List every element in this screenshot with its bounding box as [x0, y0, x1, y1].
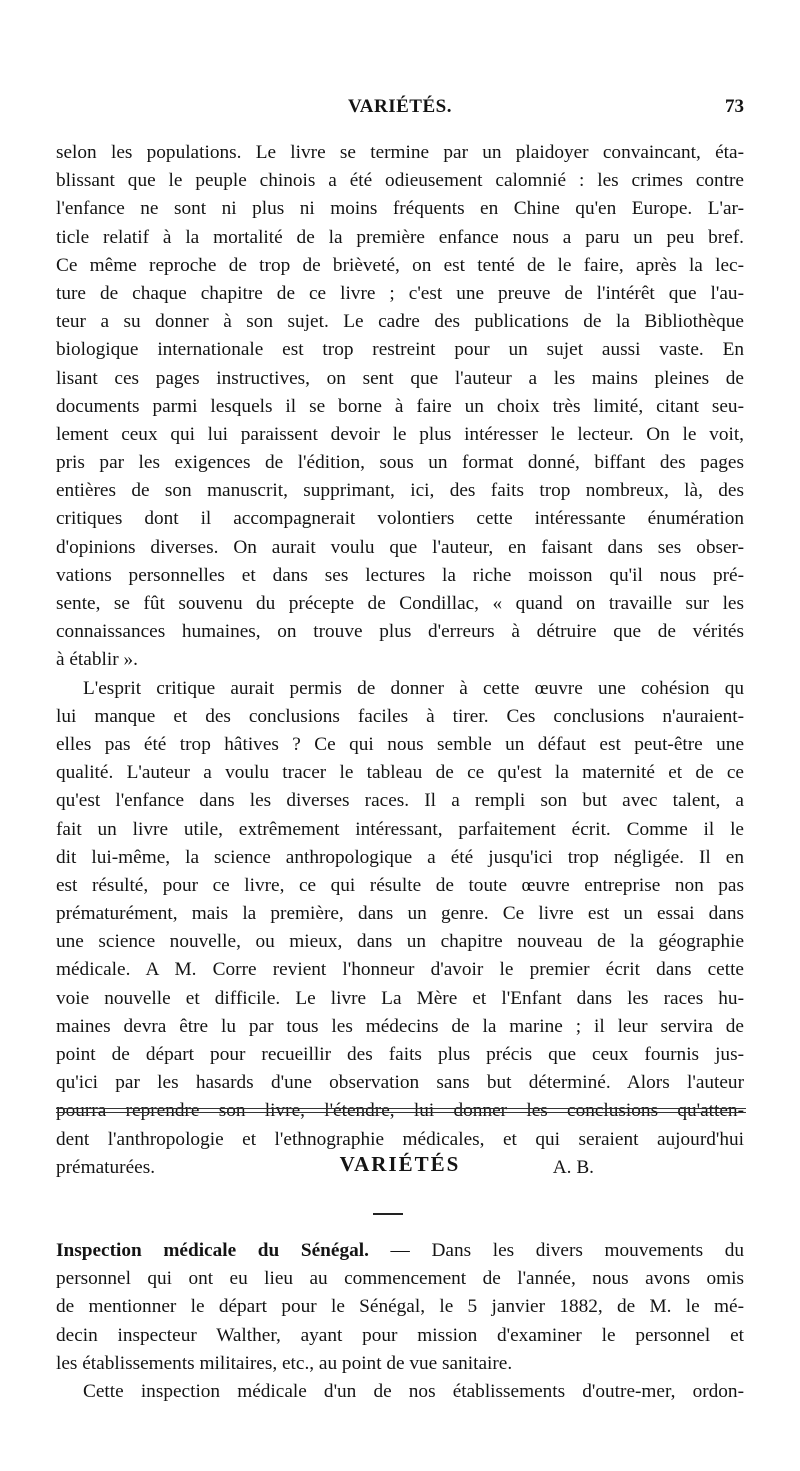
article-first-line — [56, 1237, 744, 1265]
text-line: d'opinions diverses. On aurait voulu que l'auteur, en faisant dans ses obser- — [56, 536, 744, 558]
text-line: à établir ». — [56, 649, 138, 671]
text-line: lisant ces pages instructives, on sent que l'auteur a les mains pleines de — [56, 367, 744, 389]
text-line: voie nouvelle et difficile. Le livre La Mère et l'Enfant dans les races hu- — [56, 987, 744, 1009]
text-line: Ce même reproche de trop de brièveté, on est tenté de le faire, après la lec- — [56, 254, 744, 276]
article-line: personnel qui ont eu lieu au commencement de l'année, nous avons omis — [56, 1268, 744, 1290]
text-line: L'esprit critique aurait permis de donner à cette œuvre une cohésion qu — [83, 677, 744, 699]
paragraph-1 — [56, 139, 744, 675]
text-line: vations personnelles et dans ses lectures la riche moisson qu'il nous pré- — [56, 564, 744, 586]
text-line: dit lui-même, la science anthropologique a été jusqu'ici trop négligée. Il en — [56, 846, 744, 868]
running-title: VARIÉTÉS. — [348, 96, 452, 117]
paragraph-2 — [56, 675, 744, 1154]
text-line: dent l'anthropologie et l'ethnographie médicales, et qui seraient aujourd'hui — [56, 1128, 744, 1150]
text-line: connaissances humaines, on trouve plus d'erreurs à détruire que de vérités — [56, 621, 744, 643]
text-line: l'enfance ne sont ni plus ni moins fréquents en Chine qu'en Europe. L'ar- — [56, 198, 744, 220]
closing-text: prématurées. — [56, 1156, 156, 1178]
short-rule — [373, 1213, 403, 1215]
text-line: point de départ pour recueillir des faits plus précis que ceux fournis jus- — [56, 1044, 744, 1065]
article-text — [56, 1237, 744, 1406]
section-title: VARIÉTÉS — [339, 1152, 461, 1176]
text-line: pourra reprendre son livre, l'étendre, lui donner les conclusions qu'atten- — [56, 1100, 744, 1122]
text-line: maines devra être lu par tous les médecins de la marine ; il leur servira de — [56, 1015, 744, 1037]
section-separator — [56, 1108, 746, 1113]
article-line: decin inspecteur Walther, ayant pour mission d'examiner le personnel et — [56, 1324, 744, 1346]
text-line: selon les populations. Le livre se termine par un plaidoyer convaincant, éta- — [56, 142, 744, 163]
text-line: une science nouvelle, ou mieux, dans un chapitre nouveau de la géographie — [56, 931, 744, 953]
text-line: critiques dont il accompagnerait volontiers cette intéressante énumération — [56, 508, 744, 530]
text-line: médicale. A M. Corre revient l'honneur d'avoir le premier écrit dans cette — [56, 959, 744, 981]
text-line: lui manque et des conclusions faciles à tirer. Ces conclusions n'auraient- — [56, 705, 744, 727]
article-line-0: — Dans les divers mouvements du — [368, 1240, 744, 1261]
text-line: qu'ici par les hasards d'une observation sans but déterminé. Alors l'auteur — [56, 1072, 744, 1094]
text-line: qu'est l'enfance dans les diverses races. Il a rempli son but avec talent, a — [56, 790, 744, 812]
text-line: est résulté, pour ce livre, ce qui résulte de toute œuvre entreprise non pas — [56, 874, 744, 896]
page-header — [56, 96, 744, 126]
page-number: 73 — [725, 96, 744, 117]
text-line: biologique internationale est trop restreint pour un sujet aussi vaste. En — [56, 339, 744, 361]
text-line: lement ceux qui lui paraissent devoir le plus intéresser le lecteur. On le voit, — [56, 423, 744, 445]
text-line: ticle relatif à la mortalité de la première enfance nous a paru un peu bref. — [56, 226, 744, 248]
article-line: de mentionner le départ pour le Sénégal, le 5 janvier 1882, de M. le mé- — [56, 1296, 744, 1318]
article-line: les établissements militaires, etc., au point de vue sanitaire. — [56, 1352, 513, 1374]
article-lead: Inspection médicale du Sénégal. — [56, 1240, 369, 1261]
review-text — [56, 139, 744, 1182]
text-line: ture de chaque chapitre de ce livre ; c'est une preuve de l'intérêt que l'au- — [56, 282, 744, 304]
text-line: sente, se fût souvenu du précepte de Condillac, « quand on travaille sur les — [56, 593, 744, 614]
text-line: elles pas été trop hâtives ? Ce qui nous semble un défaut est peut-être une — [56, 733, 744, 755]
text-line: teur a su donner à son sujet. Le cadre des publications de la Bibliothèque — [56, 311, 744, 333]
article-line: Cette inspection médicale d'un de nos établissements d'outre-mer, ordon- — [83, 1380, 744, 1402]
text-line: blissant que le peuple chinois a été odieusement calomnié : les crimes contre — [56, 170, 744, 192]
signature: A. B. — [552, 1156, 594, 1178]
text-line: entières de son manuscrit, supprimant, ici, des faits trop nombreux, là, des — [56, 480, 744, 502]
text-line: pris par les exigences de l'édition, sous un format donné, biffant des pages — [56, 452, 744, 474]
text-line: qualité. L'auteur a voulu tracer le tableau de ce qu'est la maternité et de ce — [56, 762, 744, 784]
text-line: fait un livre utile, extrêmement intéressant, parfaitement écrit. Comme il le — [56, 818, 744, 840]
text-line: documents parmi lesquels il se borne à faire un choix très limité, citant seu- — [56, 395, 744, 417]
text-line: prématurément, mais la première, dans un genre. Ce livre est un essai dans — [56, 903, 744, 925]
